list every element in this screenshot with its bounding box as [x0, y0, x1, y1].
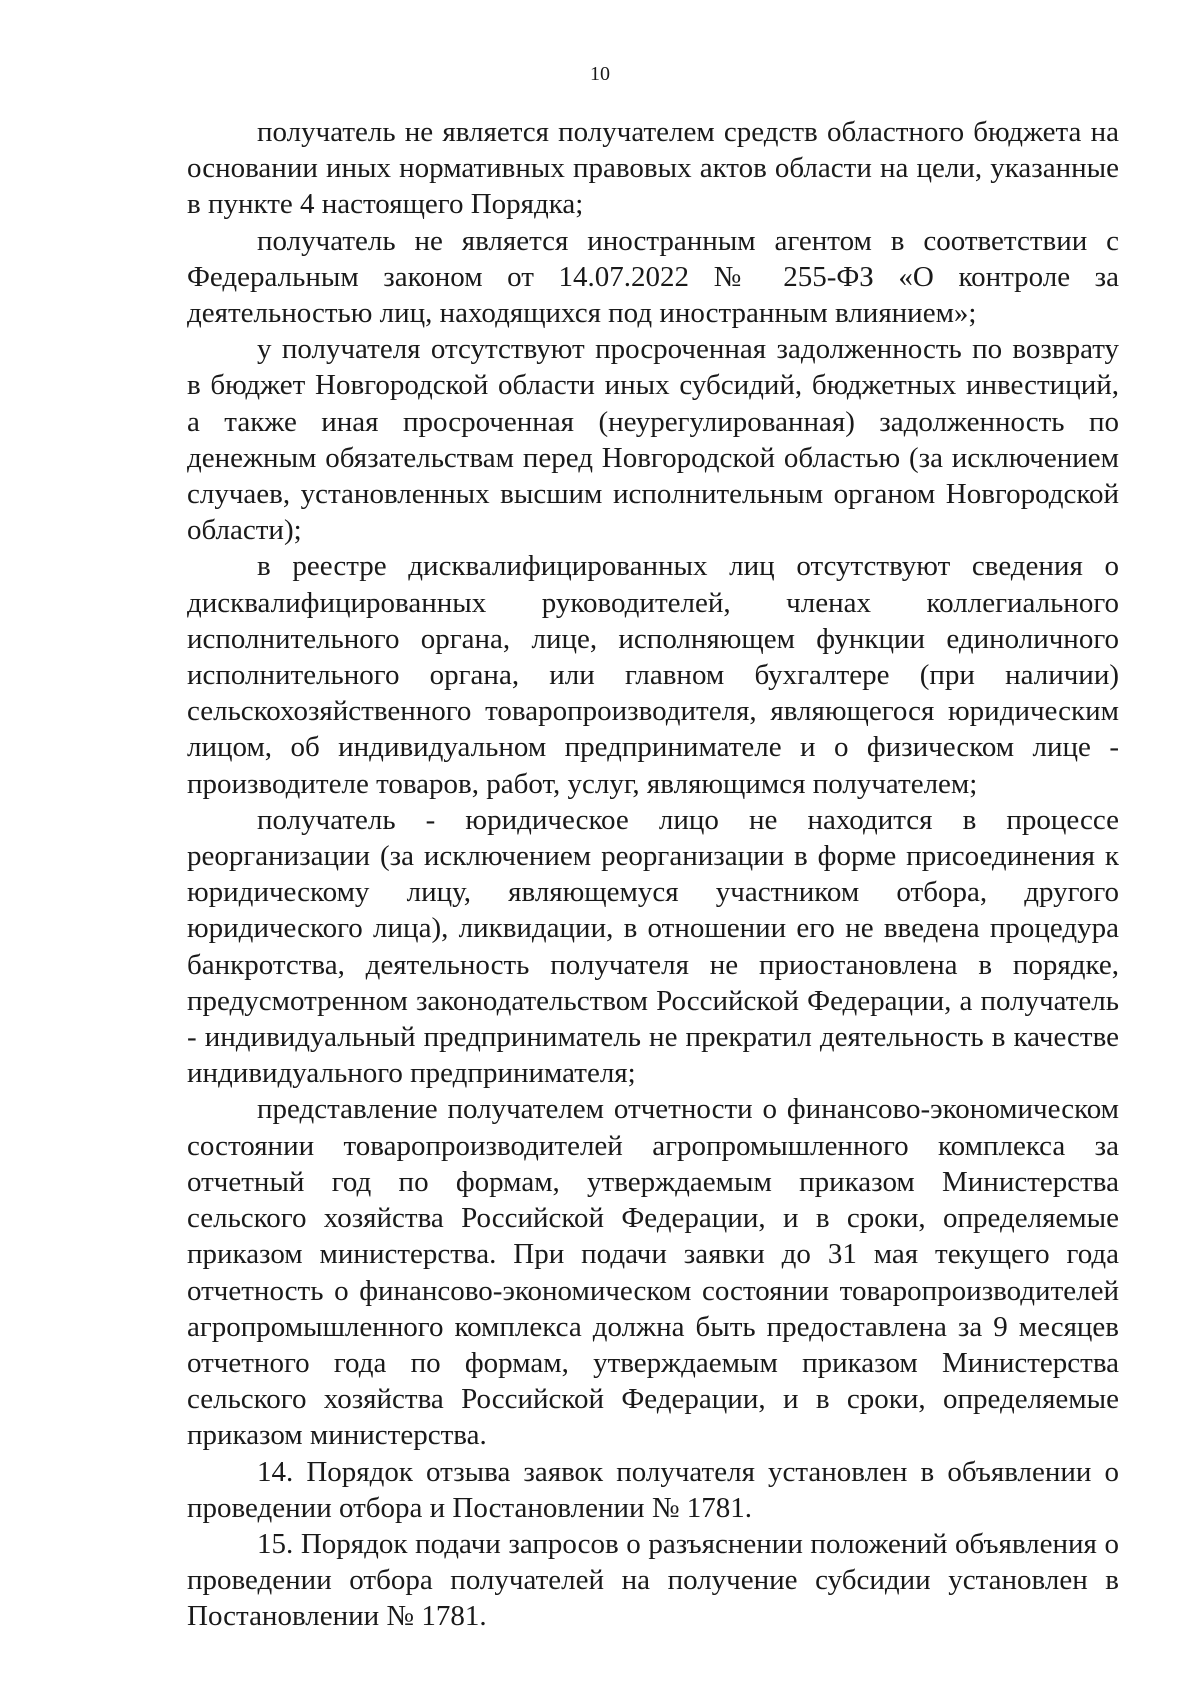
paragraph-disqualified-registry: в реестре дисквалифицированных лиц отсутствуют сведения о дисквалифицированных руководителей, членах коллегиального исполнительного органа, лице, исполняющем функции единоличного исполнительного органа, или главном бухгалтере (при наличии) сельскохозяйственного товаропроизводителя, являющегося юридическим лицом, об индивидуальном предпринимателе и о физическом лице - производителе товаров, работ, услуг, являющимся получателем; [187, 550, 1119, 800]
paragraph-no-reorganization: получатель - юридическое лицо не находится в процессе реорганизации (за исключением реорганизации в форме присоединения к юридическому лицу, являющемуся участником отбора, другого юридического лица), ликвидации, в отношении его не введена процедура банкротства, деятельность получателя не приостановлена в порядке, предусмотренном законодательством Российской Федерации, а получатель - индивидуальный предприниматель не прекратил деятельность в качестве индивидуального предпринимателя; [187, 803, 1119, 1090]
page-number: 10 [590, 63, 610, 85]
paragraph-item-14-withdrawal: 14. Порядок отзыва заявок получателя установлен в объявлении о проведении отбора и Постановлении № 1781. [187, 1455, 1119, 1524]
document-body [187, 114, 1119, 1635]
paragraph-recipient-not-budget: получатель не является получателем средств областного бюджета на основании иных нормативных правовых актов области на цели, указанные в пункте 4 настоящего Порядка; [187, 116, 1119, 221]
paragraph-foreign-agent: получатель не является иностранным агентом в соответствии с Федеральным законом от 14.07.2022 № 255-ФЗ «О контроле за деятельностью лиц, находящихся под иностранным влиянием»; [187, 224, 1119, 330]
paragraph-financial-reporting: представление получателем отчетности о финансово-экономическом состоянии товаропроизводителей агропромышленного комплекса за отчетный год по формам, утверждаемым приказом Министерства сельского хозяйства Российской Федерации, и в сроки, определяемые приказом министерства. При подачи заявки до 31 мая текущего года отчетность о финансово-экономическом состоянии товаропроизводителей агропромышленного комплекса должна быть предоставлена за 9 месяцев отчетного года по формам, утверждаемым приказом Министерства сельского хозяйства Российской Федерации, и в сроки, определяемые приказом министерства. [187, 1093, 1119, 1452]
paragraph-no-overdue-debt: у получателя отсутствуют просроченная задолженность по возврату в бюджет Новгородской области иных субсидий, бюджетных инвестиций, а также иная просроченная (неурегулированная) задолженность по денежным обязательствам перед Новгородской областью (за исключением случаев, установленных высшим исполнительным органом Новгородской области); [187, 333, 1119, 547]
paragraph-item-15-clarification: 15. Порядок подачи запросов о разъяснении положений объявления о проведении отбора получателей на получение субсидии установлен в Постановлении № 1781. [187, 1527, 1119, 1633]
